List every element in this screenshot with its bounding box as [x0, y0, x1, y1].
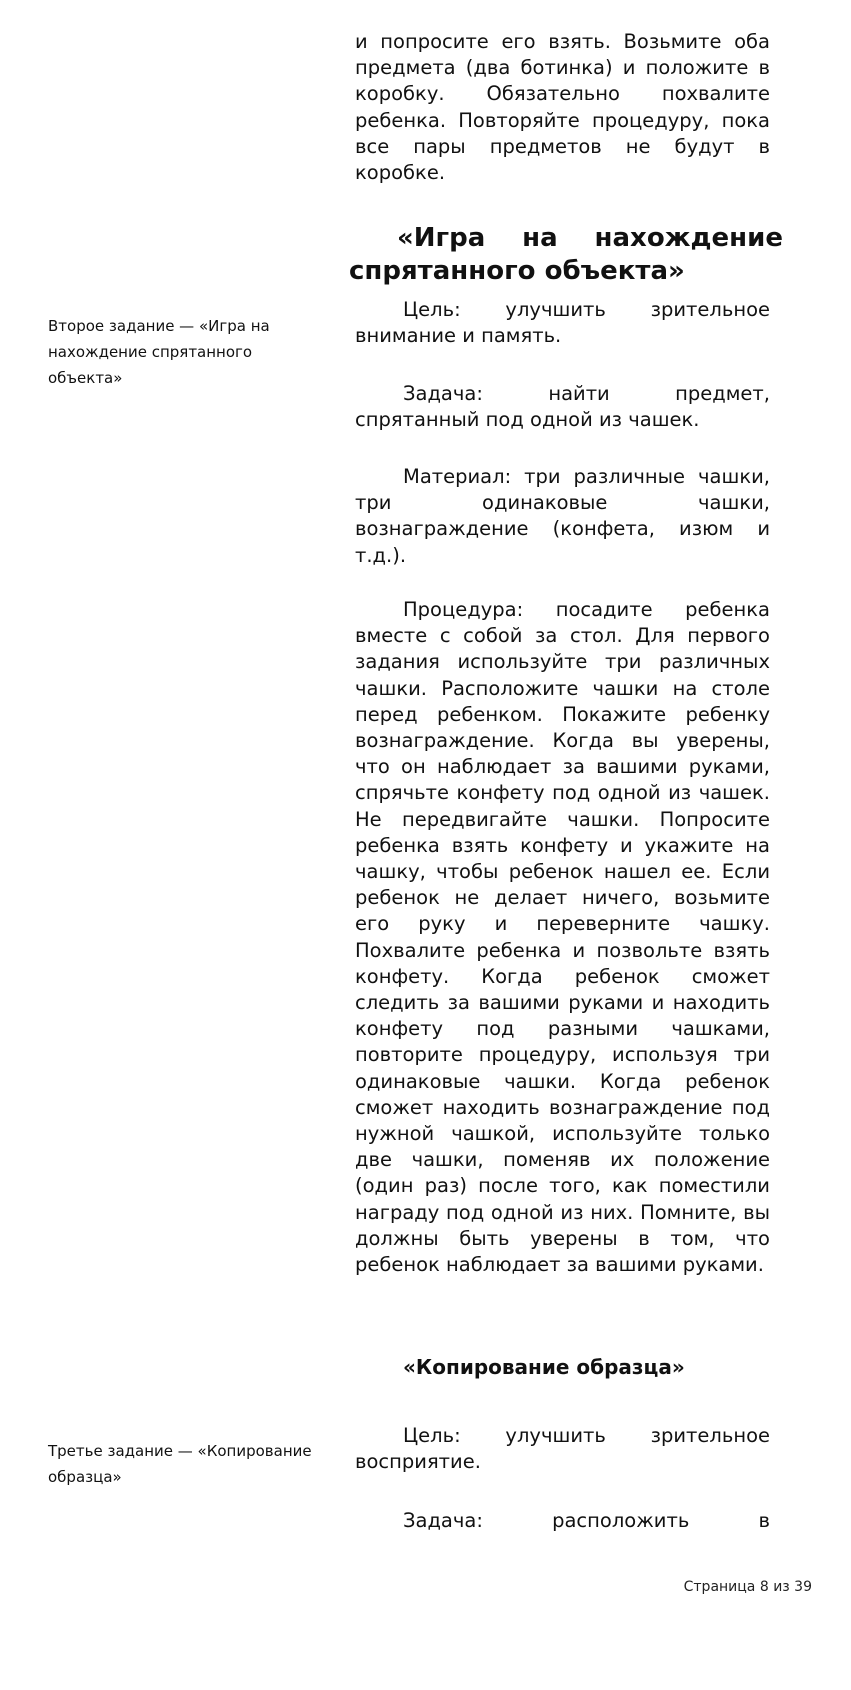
material-block-section2 [355, 464, 770, 569]
section-heading-hidden-object-game: «Игра на нахождение спрятанного объекта» [349, 223, 783, 286]
margin-note-third-task: Третье задание — «Копирование образца» [48, 1442, 312, 1486]
procedure-block-section2 [355, 597, 770, 1278]
procedure-paragraph: Процедура: посадите ребенка вместе с собой за стол. Для первого задания используйте три различных чашки. Расположите чашки на столе перед ребенком. Покажите ребенку вознаграждение. Когда вы уверены, что он наблюдает за вашими руками, спрячьте конфету под одной из чашек. Не передвигайте чашки. Попросите ребенка взять конфету и укажите на чашку, чтобы ребенок нашел ее. Если ребенок не делает ничего, возьмите его руку и переверните чашку. Похвалите ребенка и позвольте взять конфету. Когда ребенок сможет следить за вашими руками и находить конфету под разными чашками, повторите процедуру, используя три одинаковые чашки. Когда ребенок сможет находить вознаграждение под нужной чашкой, используйте только две чашки, поменяв их положение (один раз) после того, как поместили награду под одной из них. Помните, вы должны быть уверены в том, что ребенок наблюдает за вашими руками. [355, 598, 770, 1277]
goal-block-section2 [355, 297, 770, 349]
page-number-footer: Страница 8 из 39 [683, 1579, 812, 1595]
task-block-section2 [355, 381, 770, 433]
section-heading-copy-sample: «Копирование образца» [403, 1355, 685, 1379]
material-paragraph: Материал: три различные чашки, три одинаковые чашки, вознаграждение (конфета, изюм и т.д.). [355, 465, 770, 567]
goal-paragraph: Цель: улучшить зрительное внимание и память. [355, 298, 770, 348]
task-paragraph: Задача: найти предмет, спрятанный под одной из чашек. [355, 382, 770, 432]
intro-paragraph: и попросите его взять. Возьмите оба предмета (два ботинка) и положите в коробку. Обязательно похвалите ребенка. Повторяйте процедуру, пока все пары предметов не будут в коробке. [355, 30, 770, 185]
goal-paragraph-section3: Цель: улучшить зрительное восприятие. [355, 1424, 770, 1474]
goal-block-section3 [355, 1423, 770, 1475]
margin-note-second-task: Второе задание — «Игра на нахождение спрятанного объекта» [48, 317, 270, 387]
intro-paragraph-block [355, 29, 770, 186]
task-block-section3 [355, 1508, 770, 1534]
task-paragraph-section3: Задача: расположить в [403, 1509, 770, 1532]
